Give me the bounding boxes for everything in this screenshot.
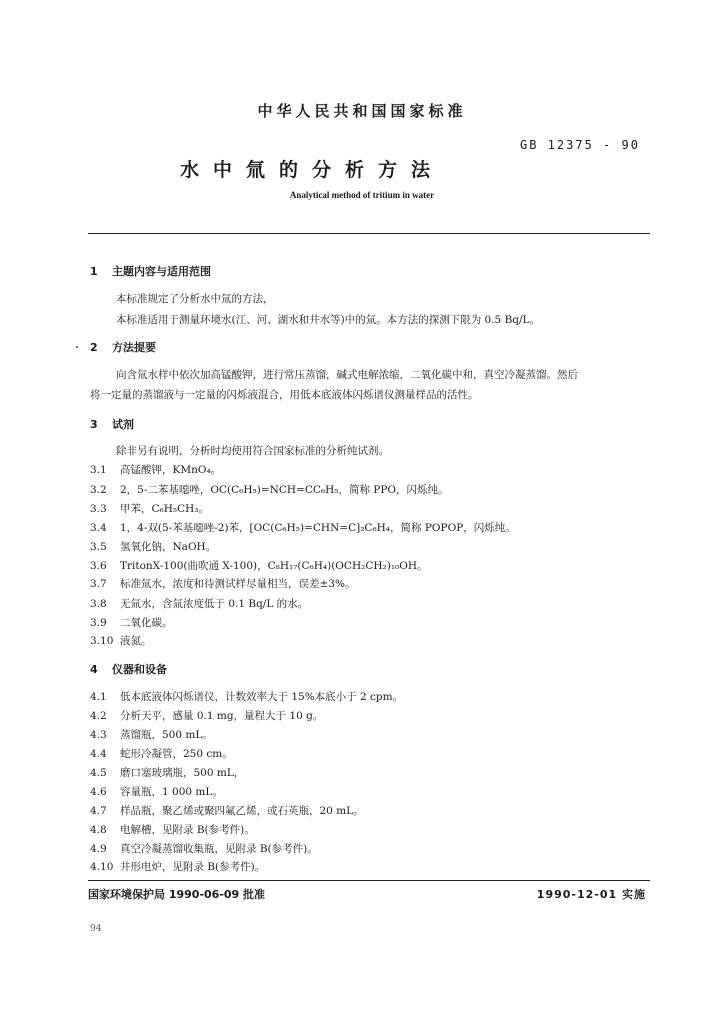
- section-1-para-2: 本标准适用于测量环境水(江、河、湖水和井水等)中的氚。本方法的探测下限为 0.5 Bq/L。: [116, 314, 541, 326]
- reagent-item: 3.3 甲苯，C₆H₅CH₃。: [90, 503, 210, 515]
- section-3-intro: 除非另有说明，分析时均使用符合国家标准的分析纯试剂。: [116, 445, 389, 457]
- reagent-item: 3.4 1，4-双(5-苯基噁唑-2)苯，[OC(C₆H₅)=CHN=C]₂C₆H₄，简称 POPOP，闪烁纯。: [90, 522, 516, 534]
- section-number: 3: [90, 418, 98, 431]
- section-number: 4: [90, 663, 98, 676]
- reagent-item: 3.6 TritonX-100(曲吹通 X-100)，C₈H₁₇(C₆H₄)(OCH₂CH₂)₁₀OH。: [90, 560, 428, 572]
- equipment-item: 4.8 电解槽，见附录 B(参考件)。: [90, 824, 255, 836]
- section-2-heading: [90, 339, 156, 355]
- document-title: 水中氚的分析方法: [180, 159, 445, 181]
- section-2-line-1: 向含氚水样中依次加高锰酸钾，进行常压蒸馏，碱式电解浓缩，二氧化碳中和，真空冷凝蒸馏。然后: [116, 369, 578, 381]
- reagent-item: 3.5 氢氧化钠，NaOH。: [90, 541, 217, 553]
- equipment-item: 4.7 样品瓶，聚乙烯或聚四氟乙烯，或石英瓶，20 mL。: [90, 805, 364, 817]
- section-number: 2: [90, 341, 98, 354]
- reagent-item: 3.9 二氧化碳。: [90, 617, 173, 629]
- standard-code: GB 12375 - 90: [520, 138, 640, 152]
- section-4-heading: [90, 661, 167, 677]
- section-2-line-2: 将一定量的蒸馏液与一定量的闪烁液混合，用低本底液体闪烁谱仪测量样品的活性。: [90, 389, 479, 401]
- reagent-item: 3.7 标准氚水，浓度和待测试样尽量相当，误差±3%。: [90, 578, 356, 590]
- section-title: 方法提要: [112, 341, 156, 354]
- header-rule: [88, 233, 650, 234]
- margin-dot: [76, 346, 78, 348]
- section-title: 主题内容与适用范围: [112, 265, 211, 278]
- equipment-item: 4.9 真空冷凝蒸馏收集瓶，见附录 B(参考件)。: [90, 843, 318, 855]
- footer-rule: [88, 880, 650, 881]
- equipment-item: 4.1 低本底液体闪烁谱仪，计数效率大于 15%本底小于 2 cpm。: [90, 691, 404, 703]
- implementation-date: 1990-12-01 实施: [536, 888, 646, 901]
- section-1-para-1: 本标准规定了分析水中氚的方法，: [116, 293, 274, 305]
- reagent-item: 3.8 无氚水，含氚浓度低于 0.1 Bq/L 的水。: [90, 598, 309, 610]
- approval-info: 国家环境保护局 1990-06-09 批准: [88, 888, 266, 901]
- reagent-item: 3.10 液氮。: [90, 635, 152, 647]
- equipment-item: 4.6 容量瓶，1 000 mL。: [90, 786, 223, 798]
- equipment-item: 4.10 井形电炉，见附录 B(参考件)。: [90, 861, 266, 873]
- equipment-item: 4.3 蒸馏瓶，500 mL。: [90, 729, 213, 741]
- section-3-heading: [90, 416, 134, 432]
- national-standard-heading: 中华人民共和国国家标准: [257, 102, 467, 120]
- equipment-item: 4.5 磨口塞玻璃瓶，500 mL，: [90, 767, 245, 779]
- document-title-en: Analytical method of tritium in water: [289, 190, 435, 200]
- section-title: 试剂: [112, 418, 134, 431]
- page-number: 94: [90, 924, 102, 934]
- reagent-item: 3.2 2，5-二苯基噁唑，OC(C₆H₅)=NCH=CC₆H₅，简称 PPO，闪烁纯。: [90, 484, 449, 496]
- section-title: 仪器和设备: [112, 663, 167, 676]
- section-number: 1: [90, 265, 98, 278]
- equipment-item: 4.4 蛇形冷凝管，250 cm。: [90, 748, 233, 760]
- section-1-heading: [90, 263, 211, 279]
- reagent-item: 3.1 高锰酸钾，KMnO₄。: [90, 464, 222, 476]
- equipment-item: 4.2 分析天平，感量 0.1 mg，量程大于 10 g。: [90, 710, 324, 722]
